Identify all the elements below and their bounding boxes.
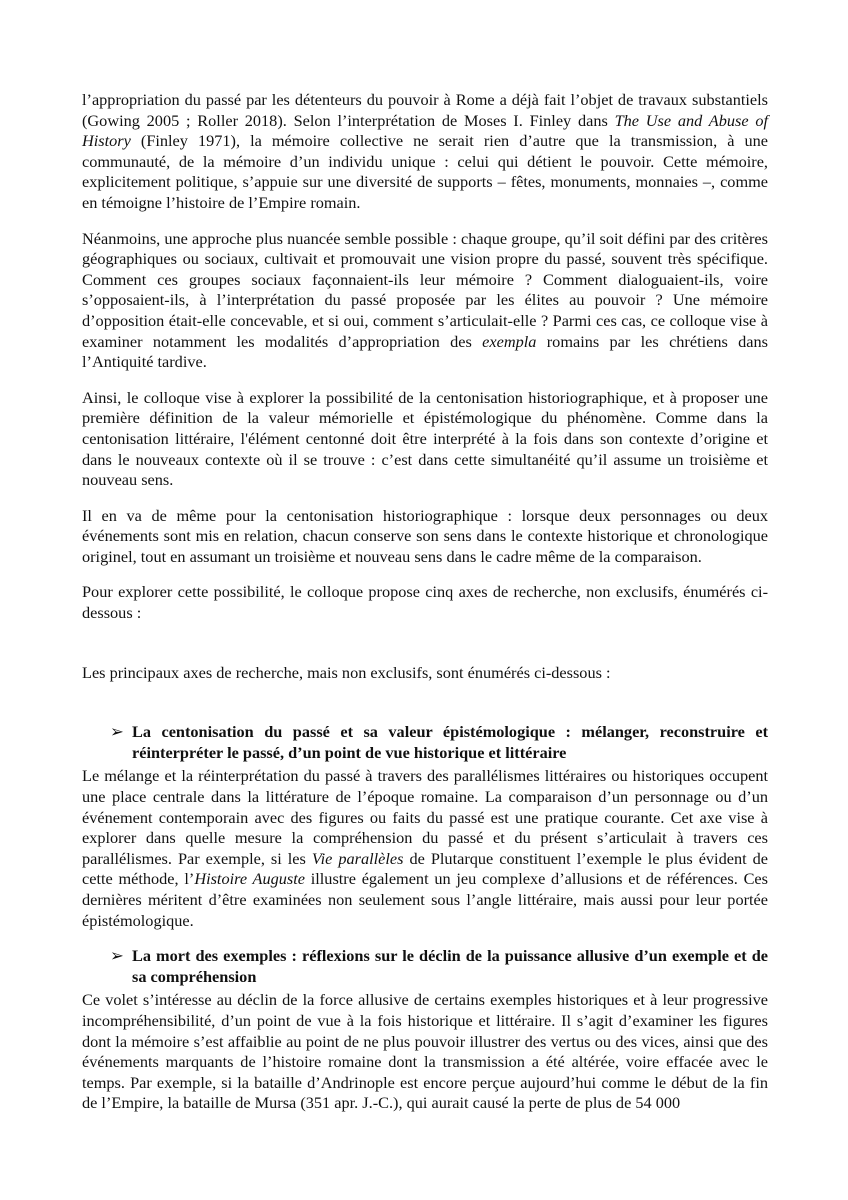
axis-2-paragraph: Ce volet s’intéresse au déclin de la force allusive de certains exemples historiques et à leur progressive incompréhensibilité, d’un point de vue à la fois historique et littéraire. Il s’agit d’examiner les figures dont la mémoire s’est affaiblie au point de ne plus pouvoir illustrer des vertus ou des vices, ainsi que des événements marquants de l’histoire romaine dont la transmission a été altérée, voire effacée avec le temps. Par exemple, si la bataille d’Andrinople est encore perçue aujourd’hui comme le début de la fin de l’Empire, la bataille de Mursa (351 apr. J.-C.), qui aurait causé la perte de plus de 54 000 (82, 990, 768, 1113)
term-exempla: exempla (482, 331, 537, 351)
axis-2-heading (82, 946, 768, 987)
axis-1-title: La centonisation du passé et sa valeur épistémologique : mélanger, reconstruire et réinterpréter le passé, d’un point de vue historique et littéraire (132, 722, 768, 762)
arrow-bullet-icon: ➢ (110, 722, 124, 742)
arrow-bullet-icon: ➢ (110, 946, 124, 966)
blank-space (82, 639, 768, 663)
paragraph-nuanced-approach: Néanmoins, une approche plus nuancée semble possible : chaque groupe, qu’il soit défini par des critères géographiques ou sociaux, cultivait et promouvait une vision propre du passé, souvent très spécifique. Comment ces groupes sociaux façonnaient-ils leur mémoire ? Comment dialoguaient-ils, voire s’opposaient-ils, à l’interprétation du passé proposée par les élites au pouvoir ? Une mémoire d’opposition était-elle concevable, et si oui, comment s’articulait-elle ? Parmi ces cas, ce colloque vise à examiner notamment les modalités d’appropriation des exempla romains par les chrétiens dans l’Antiquité tardive. (82, 228, 769, 372)
book-title-histoire-auguste: Histoire Auguste (194, 869, 305, 889)
paragraph-centonisation: Ainsi, le colloque vise à explorer la possibilité de la centonisation historiographique, et à proposer une première définition de la valeur mémorielle et épistémologique du phénomène. Comme dans la centonisation littéraire, l'élément centonné doit être interprété à la fois dans son contexte d’origine et dans le nouveaux contexte où il se trouve : c’est dans cette simultanéité qu’il assume un troisième et nouveau sens. (82, 387, 768, 490)
axis-1-paragraph: Le mélange et la réinterprétation du passé à travers des parallélismes littéraires ou historiques occupent une place centrale dans la littérature de l’époque romaine. La comparaison d’un personnage ou d’un événement contemporain avec des figures ou faits du passé est une pratique courante. Cet axe vise à explorer dans quelle mesure la compréhension du passé et du présent s’articulait à travers ces parallélismes. Par exemple, si les Vie parallèles de Plutarque constituent l’exemple le plus évident de cette méthode, l’Histoire Auguste illustre également un jeu complexe d’allusions et de références. Ces dernières méritent d’être examinées non seulement sous l’angle littéraire, mais aussi pour leur portée épistémologique. (82, 766, 768, 930)
axis-1-heading (82, 722, 768, 763)
paragraph-memory-power: l’appropriation du passé par les détenteurs du pouvoir à Rome a déjà fait l’objet de travaux substantiels (Gowing 2005 ; Roller 2018). Selon l’interprétation de Moses I. Finley dans The Use and Abuse of History (Finley 1971), la mémoire collective ne serait rien d’autre que la transmission, à une communauté, de la mémoire d’un individu unique : celui qui détient le pouvoir. Cette mémoire, explicitement politique, s’appuie sur une diversité de supports – fêtes, monuments, monnaies –, comme en témoigne l’histoire de l’Empire romain. (82, 90, 768, 212)
blank-space (82, 698, 768, 722)
book-title-use-and-abuse: The Use and Abuse of History (82, 110, 768, 151)
paragraph-main-axes: Les principaux axes de recherche, mais non exclusifs, sont énumérés ci-dessous : (82, 662, 611, 682)
paragraph-historiographic-centonisation: Il en va de même pour la centonisation historiographique : lorsque deux personnages ou deux événements sont mis en relation, chacun conserve son sens dans le contexte historique et chronologique originel, tout en assumant un troisième et nouveau sens dans le cadre même de la comparaison. (82, 505, 768, 566)
axis-2-title: La mort des exemples : réflexions sur le déclin de la puissance allusive d’un exemple et de sa compréhension (132, 946, 768, 986)
paragraph-five-axes: Pour explorer cette possibilité, le colloque propose cinq axes de recherche, non exclusifs, énumérés ci-dessous : (82, 582, 768, 623)
book-title-vies-paralleles: Vie parallèles (311, 848, 404, 868)
